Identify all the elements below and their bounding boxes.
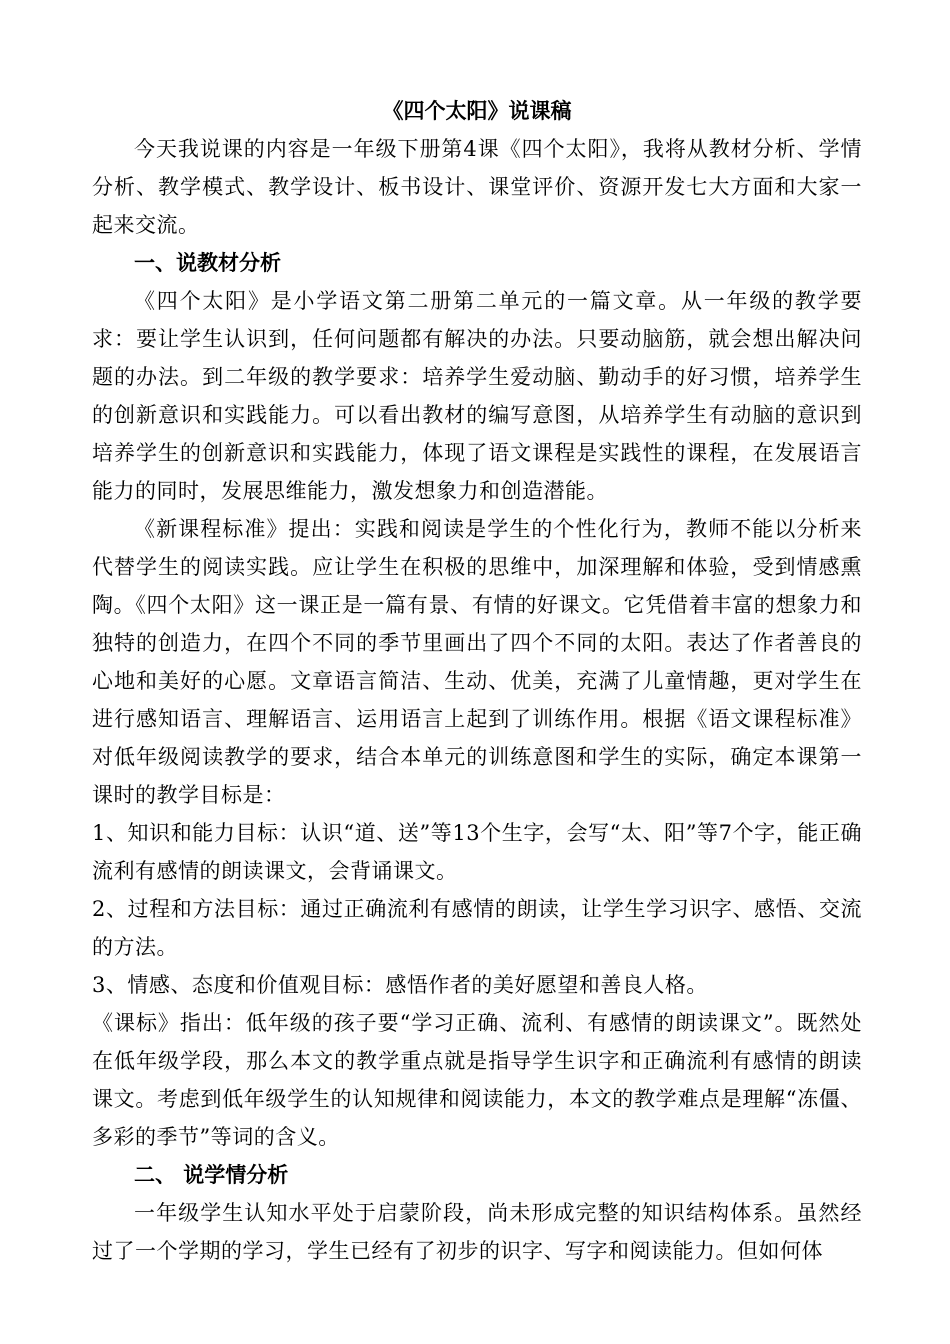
- teaching-focus-paragraph: 《课标》指出：低年级的孩子要“学习正确、流利、有感情的朗读课文”。既然处在低年级学段，那么本文的教学重点就是指导学生识字和正确流利有感情的朗读课文。考虑到低年级学生的认知规律和阅读能力，本文的教学难点是理解“冻僵、多彩的季节”等词的含义。: [92, 1011, 862, 1149]
- section-heading-textbook-analysis: 一、说教材分析: [134, 250, 281, 275]
- student-analysis-paragraph: 一年级学生认知水平处于启蒙阶段，尚未形成完整的知识结构体系。虽然经过了一个学期的学习，学生已经有了初步的识字、写字和阅读能力。但如何体: [92, 1201, 862, 1263]
- document-page: [92, 92, 862, 1270]
- document-title: 《四个太阳》说课稿: [382, 98, 572, 123]
- intro-paragraph: 今天我说课的内容是一年级下册第4课《四个太阳》，我将从教材分析、学情分析、教学模式、教学设计、板书设计、课堂评价、资源开发七大方面和大家一起来交流。: [92, 137, 862, 237]
- goal-knowledge-ability: 1、知识和能力目标：认识“道、送”等13个生字，会写“太、阳”等7个字，能正确流利有感情的朗读课文，会背诵课文。: [92, 821, 862, 883]
- goal-process-method: 2、过程和方法目标：通过正确流利有感情的朗读，让学生学习识字、感悟、交流的方法。: [92, 897, 862, 959]
- textbook-analysis-paragraph-2: 《新课程标准》提出：实践和阅读是学生的个性化行为，教师不能以分析来代替学生的阅读实践。应让学生在积极的思维中，加深理解和体验，受到情感熏陶。《四个太阳》这一课正是一篇有景、有情的好课文。它凭借着丰富的想象力和独特的创造力，在四个不同的季节里画出了四个不同的太阳。表达了作者善良的心地和美好的心愿。文章语言简洁、生动、优美，充满了儿童情趣，更对学生在进行感知语言、理解语言、运用语言上起到了训练作用。根据《语文课程标准》对低年级阅读教学的要求，结合本单元的训练意图和学生的实际，确定本课第一课时的教学目标是：: [92, 517, 862, 807]
- goal-emotion-attitude: 3、情感、态度和价值观目标：感悟作者的美好愿望和善良人格。: [92, 973, 708, 997]
- section-heading-student-analysis: 二、 说学情分析: [134, 1162, 289, 1187]
- textbook-analysis-paragraph-1: 《四个太阳》是小学语文第二册第二单元的一篇文章。从一年级的教学要求：要让学生认识到，任何问题都有解决的办法。只要动脑筋，就会想出解决问题的办法。到二年级的教学要求：培养学生爱动脑、勤动手的好习惯，培养学生的创新意识和实践能力。可以看出教材的编写意图，从培养学生有动脑的意识到培养学生的创新意识和实践能力，体现了语文课程是实践性的课程，在发展语言能力的同时，发展思维能力，激发想象力和创造潜能。: [92, 289, 862, 503]
